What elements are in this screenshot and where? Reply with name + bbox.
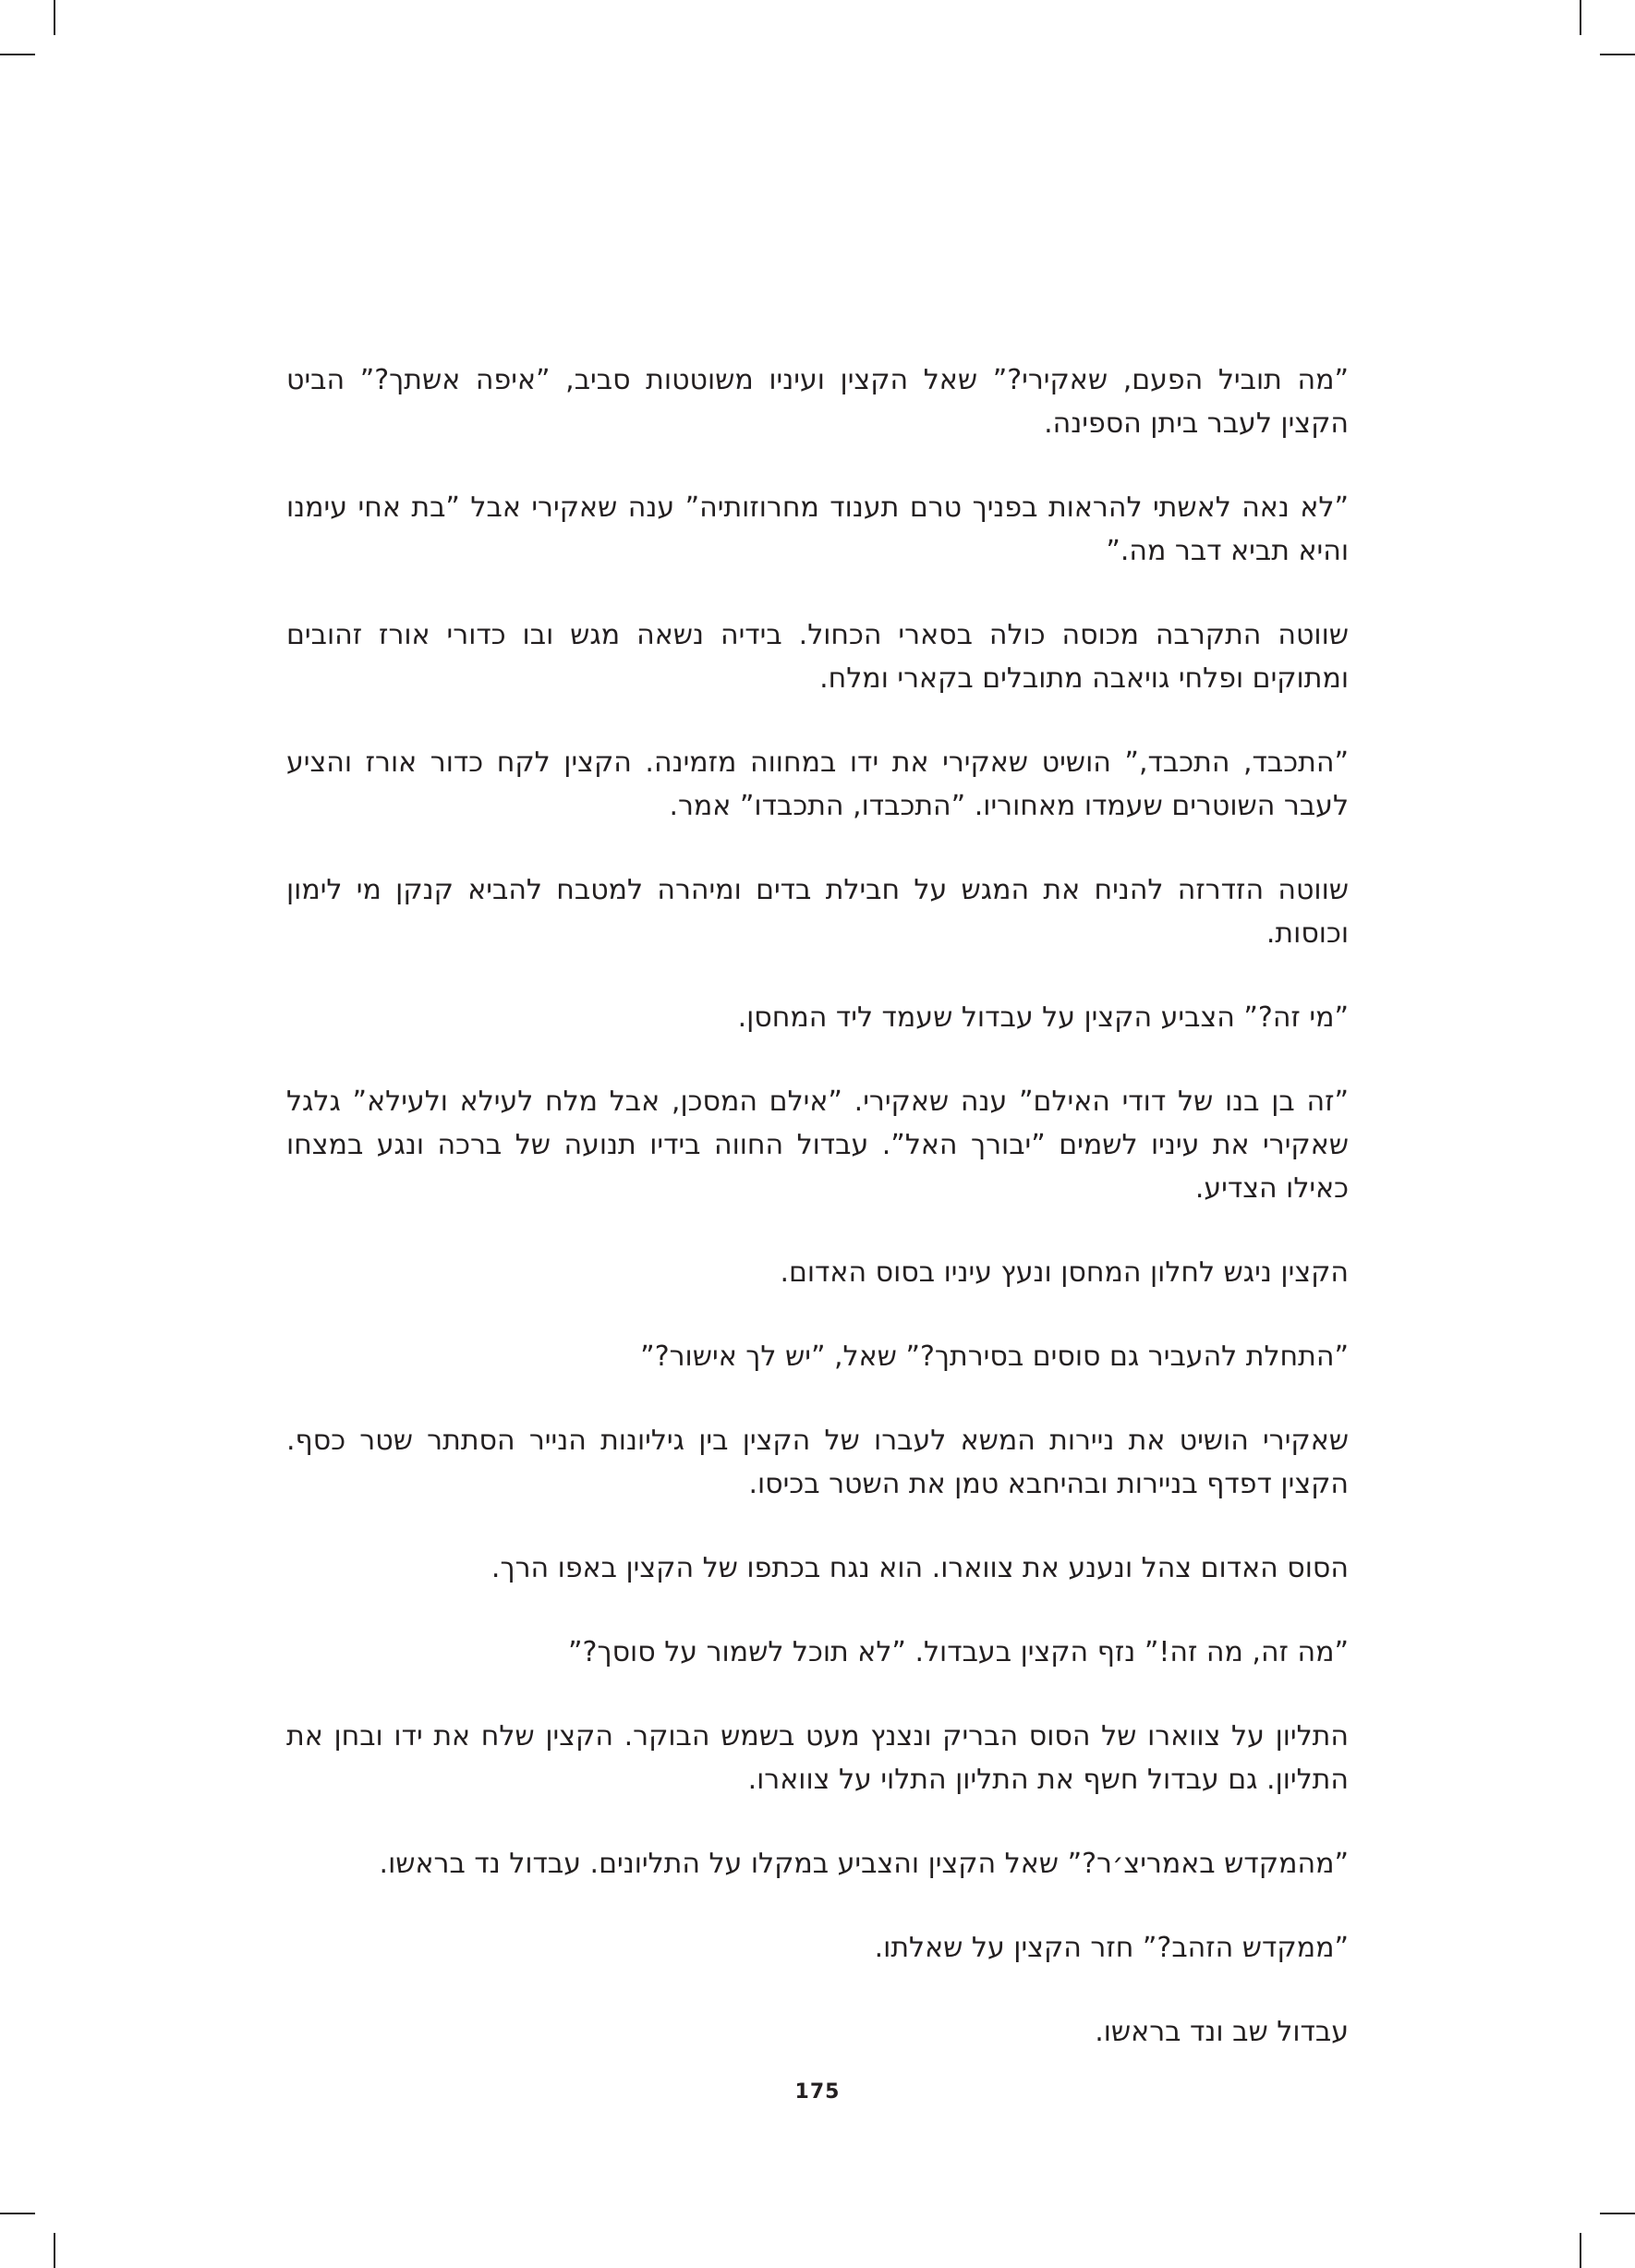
paragraph: ”מי זה?” הצביע הקצין על עבדול שעמד ליד המחסן. (737, 1001, 1349, 1034)
paragraph: ”מה זה, מה זה!” נזף הקצין בעבדול. ”לא תוכל לשמור על סוסך?” (568, 1636, 1349, 1668)
crop-mark-bottom-left-vertical (54, 2233, 55, 2268)
paragraph: שווטה התקרבה מכוסה כולה בסארי הכחול. בידיה נשאה מגש ובו כדורי אורז זהובים ומתוקים ופלחי גויאבה מתובלים בקארי ומלח. (286, 619, 1349, 695)
paragraph: שווטה הזדרזה להניח את המגש על חבילת בדים ומיהרה למטבח להביא קנקן מי לימון וכוסות. (286, 874, 1349, 950)
paragraph: התליון על צווארו של הסוס הבריק ונצנץ מעט בשמש הבוקר. הקצין שלח את ידו ובחן את התליון. גם עבדול חשף את התליון התלוי על צווארו. (286, 1720, 1349, 1796)
paragraph: הקצין ניגש לחלון המחסן ונעץ עיניו בסוס האדום. (780, 1256, 1349, 1289)
paragraph: הסוס האדום צהל ונענע את צווארו. הוא נגח בכתפו של הקצין באפו הרך. (490, 1552, 1349, 1584)
crop-mark-bottom-right-vertical (1580, 2233, 1581, 2268)
crop-mark-top-left-horizontal (0, 54, 35, 55)
page-number: 175 (794, 2080, 841, 2104)
crop-mark-bottom-right-horizontal (1600, 2213, 1635, 2214)
crop-mark-top-right-horizontal (1600, 54, 1635, 55)
body-text (286, 358, 1349, 2094)
crop-mark-bottom-left-horizontal (0, 2213, 35, 2214)
crop-mark-top-right-vertical (1580, 0, 1581, 35)
paragraph: ”ממקדש הזהב?” חזר הקצין על שאלתו. (874, 1932, 1349, 1964)
paragraph: שאקירי הושיט את ניירות המשא לעברו של הקצין בין גיליונות הנייר הסתתר שטר כסף. הקצין דפדף בניירות ובהיחבא טמן את השטר בכיסו. (286, 1425, 1349, 1500)
paragraph: ”מהמקדש באמריצ׳ר?” שאל הקצין והצביע במקלו על התליונים. עבדול נד בראשו. (379, 1848, 1349, 1880)
paragraph: ”זה בן בנו של דודי האילם” ענה שאקירי. ”אילם המסכן, אבל מלח לעילא ולעילא” גלגל שאקירי את עיניו לשמים ”יבורך האל”. עבדול החווה בידיו תנועה של ברכה ונגע במצחו כאילו הצדיע. (286, 1085, 1349, 1205)
crop-mark-top-left-vertical (54, 0, 55, 35)
paragraph: ”התכבד, התכבד,” הושיט שאקירי את ידו במחווה מזמינה. הקצין לקח כדור אורז והציע לעבר השוטרים שעמדו מאחוריו. ”התכבדו, התכבדו” אמר. (286, 746, 1349, 822)
paragraph: ”לא נאה לאשתי להראות בפניך טרם תענוד מחרוזותיה” ענה שאקירי אבל ”בת אחי עימנו והיא תביא דבר מה.” (286, 491, 1349, 567)
paragraph: ”מה תוביל הפעם, שאקירי?” שאל הקצין ועיניו משוטטות סביב, ”איפה אשתך?” הביט הקצין לעבר ביתן הספינה. (286, 364, 1349, 440)
paragraph: עבדול שב ונד בראשו. (1095, 2016, 1349, 2048)
paragraph: ”התחלת להעביר גם סוסים בסירתך?” שאל, ”יש לך אישור?” (640, 1340, 1349, 1373)
